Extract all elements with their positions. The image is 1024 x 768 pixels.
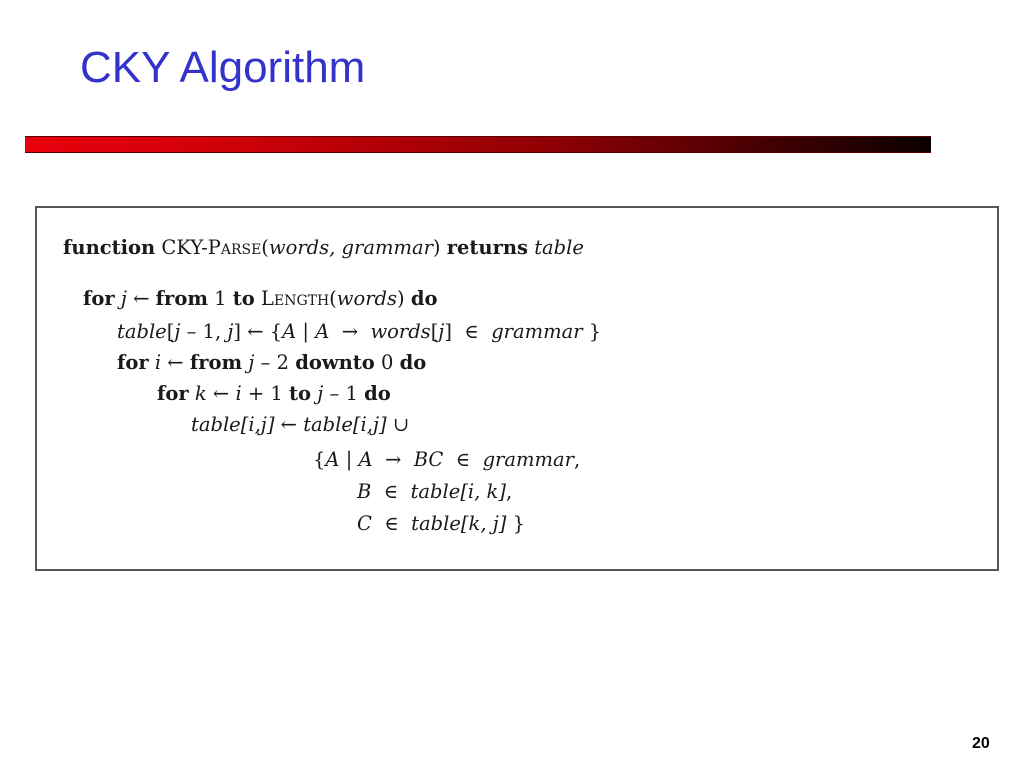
element-of: ∈ [371, 512, 412, 535]
brace-open: { [313, 448, 326, 471]
length-fn-smallcaps: ength [273, 287, 330, 310]
assign-arrow: ← [126, 287, 156, 310]
assign-arrow: ← [206, 382, 236, 405]
keyword-to: to [232, 287, 255, 310]
set-bar: | [296, 320, 316, 343]
var-table: table [410, 480, 461, 503]
middle-for-loop [117, 351, 426, 375]
literal-zero: 0 [374, 351, 400, 374]
expr-fragment: – 2 [254, 351, 296, 374]
var-j: j [242, 351, 255, 374]
var-table: table [191, 413, 241, 436]
function-name-smallcaps: arse [220, 236, 262, 259]
inner-for-loop [157, 382, 391, 406]
expr-fragment: + 1 [241, 382, 290, 405]
var-j: j [311, 382, 324, 405]
set-builder-line [313, 448, 580, 472]
var-table: table [411, 512, 461, 535]
algorithm-box [35, 206, 999, 571]
index-ij: [i,j] [240, 413, 275, 436]
condition-B-line [357, 480, 512, 504]
bracket: [ [430, 320, 439, 343]
var-B: B [357, 480, 372, 503]
var-j: j [227, 320, 234, 343]
pseudocode [37, 208, 997, 569]
return-value: table [534, 236, 584, 259]
expr-fragment: ] ← { [233, 320, 283, 343]
length-fn-prefix: L [254, 287, 274, 310]
keyword-returns: returns [446, 236, 529, 259]
function-header [63, 236, 584, 260]
condition-C-line [357, 512, 525, 536]
var-words: words [370, 320, 431, 343]
bracket: [ [166, 320, 175, 343]
open-paren: ( [261, 236, 269, 259]
union-symbol: ∪ [386, 413, 410, 436]
function-name-prefix: CKY-P [161, 236, 221, 259]
var-grammar: grammar [491, 320, 583, 343]
brace-close: } [582, 320, 602, 343]
close-paren: ) [432, 236, 441, 259]
keyword-to: to [289, 382, 312, 405]
var-j: j [438, 320, 445, 343]
index-ik: [i, k] [460, 480, 506, 503]
var-table: table [303, 413, 353, 436]
comma: , [505, 480, 513, 503]
page-number: 20 [972, 735, 990, 752]
var-A: A [325, 448, 340, 471]
rule-arrow: → [329, 320, 371, 343]
keyword-downto: downto [295, 351, 375, 374]
var-i: i [148, 351, 162, 374]
set-bar: | [339, 448, 359, 471]
keyword-from: from [189, 351, 243, 374]
keyword-for: for [83, 287, 115, 310]
assign-arrow: ← [161, 351, 190, 374]
title-divider-bar [25, 136, 931, 153]
var-BC: BC [413, 448, 444, 471]
table-init-line [117, 320, 601, 344]
var-k: k [188, 382, 207, 405]
brace-close: } [506, 512, 525, 535]
var-grammar: grammar [482, 448, 574, 471]
var-words: words [336, 287, 398, 310]
open-paren: ( [329, 287, 337, 310]
var-j: j [120, 287, 127, 310]
close-paren: ) [397, 287, 411, 310]
comma: , [573, 448, 581, 471]
keyword-for: for [117, 351, 149, 374]
index-kj: [k, j] [460, 512, 507, 535]
var-A: A [315, 320, 330, 343]
var-j: j [174, 320, 181, 343]
keyword-from: from [155, 287, 208, 310]
slide-title: CKY Algorithm [80, 43, 366, 92]
table-update-line [191, 413, 409, 437]
assign-arrow: ← [274, 413, 304, 436]
index-ij: [i,j] [352, 413, 387, 436]
keyword-for: for [157, 382, 189, 405]
function-params: words, grammar [268, 236, 433, 259]
var-A: A [282, 320, 297, 343]
var-C: C [357, 512, 372, 535]
outer-for-loop [83, 287, 438, 311]
element-of: ∈ [443, 448, 483, 471]
var-A: A [358, 448, 373, 471]
expr-fragment: ] ∈ [444, 320, 492, 343]
var-table: table [117, 320, 167, 343]
element-of: ∈ [371, 480, 411, 503]
expr-fragment: – 1 [323, 382, 365, 405]
keyword-do: do [364, 382, 391, 405]
expr-fragment: – 1, [180, 320, 228, 343]
keyword-function: function [63, 236, 156, 259]
rule-arrow: → [372, 448, 414, 471]
keyword-do: do [410, 287, 438, 310]
keyword-do: do [399, 351, 427, 374]
literal-one: 1 [207, 287, 233, 310]
var-i: i [235, 382, 242, 405]
